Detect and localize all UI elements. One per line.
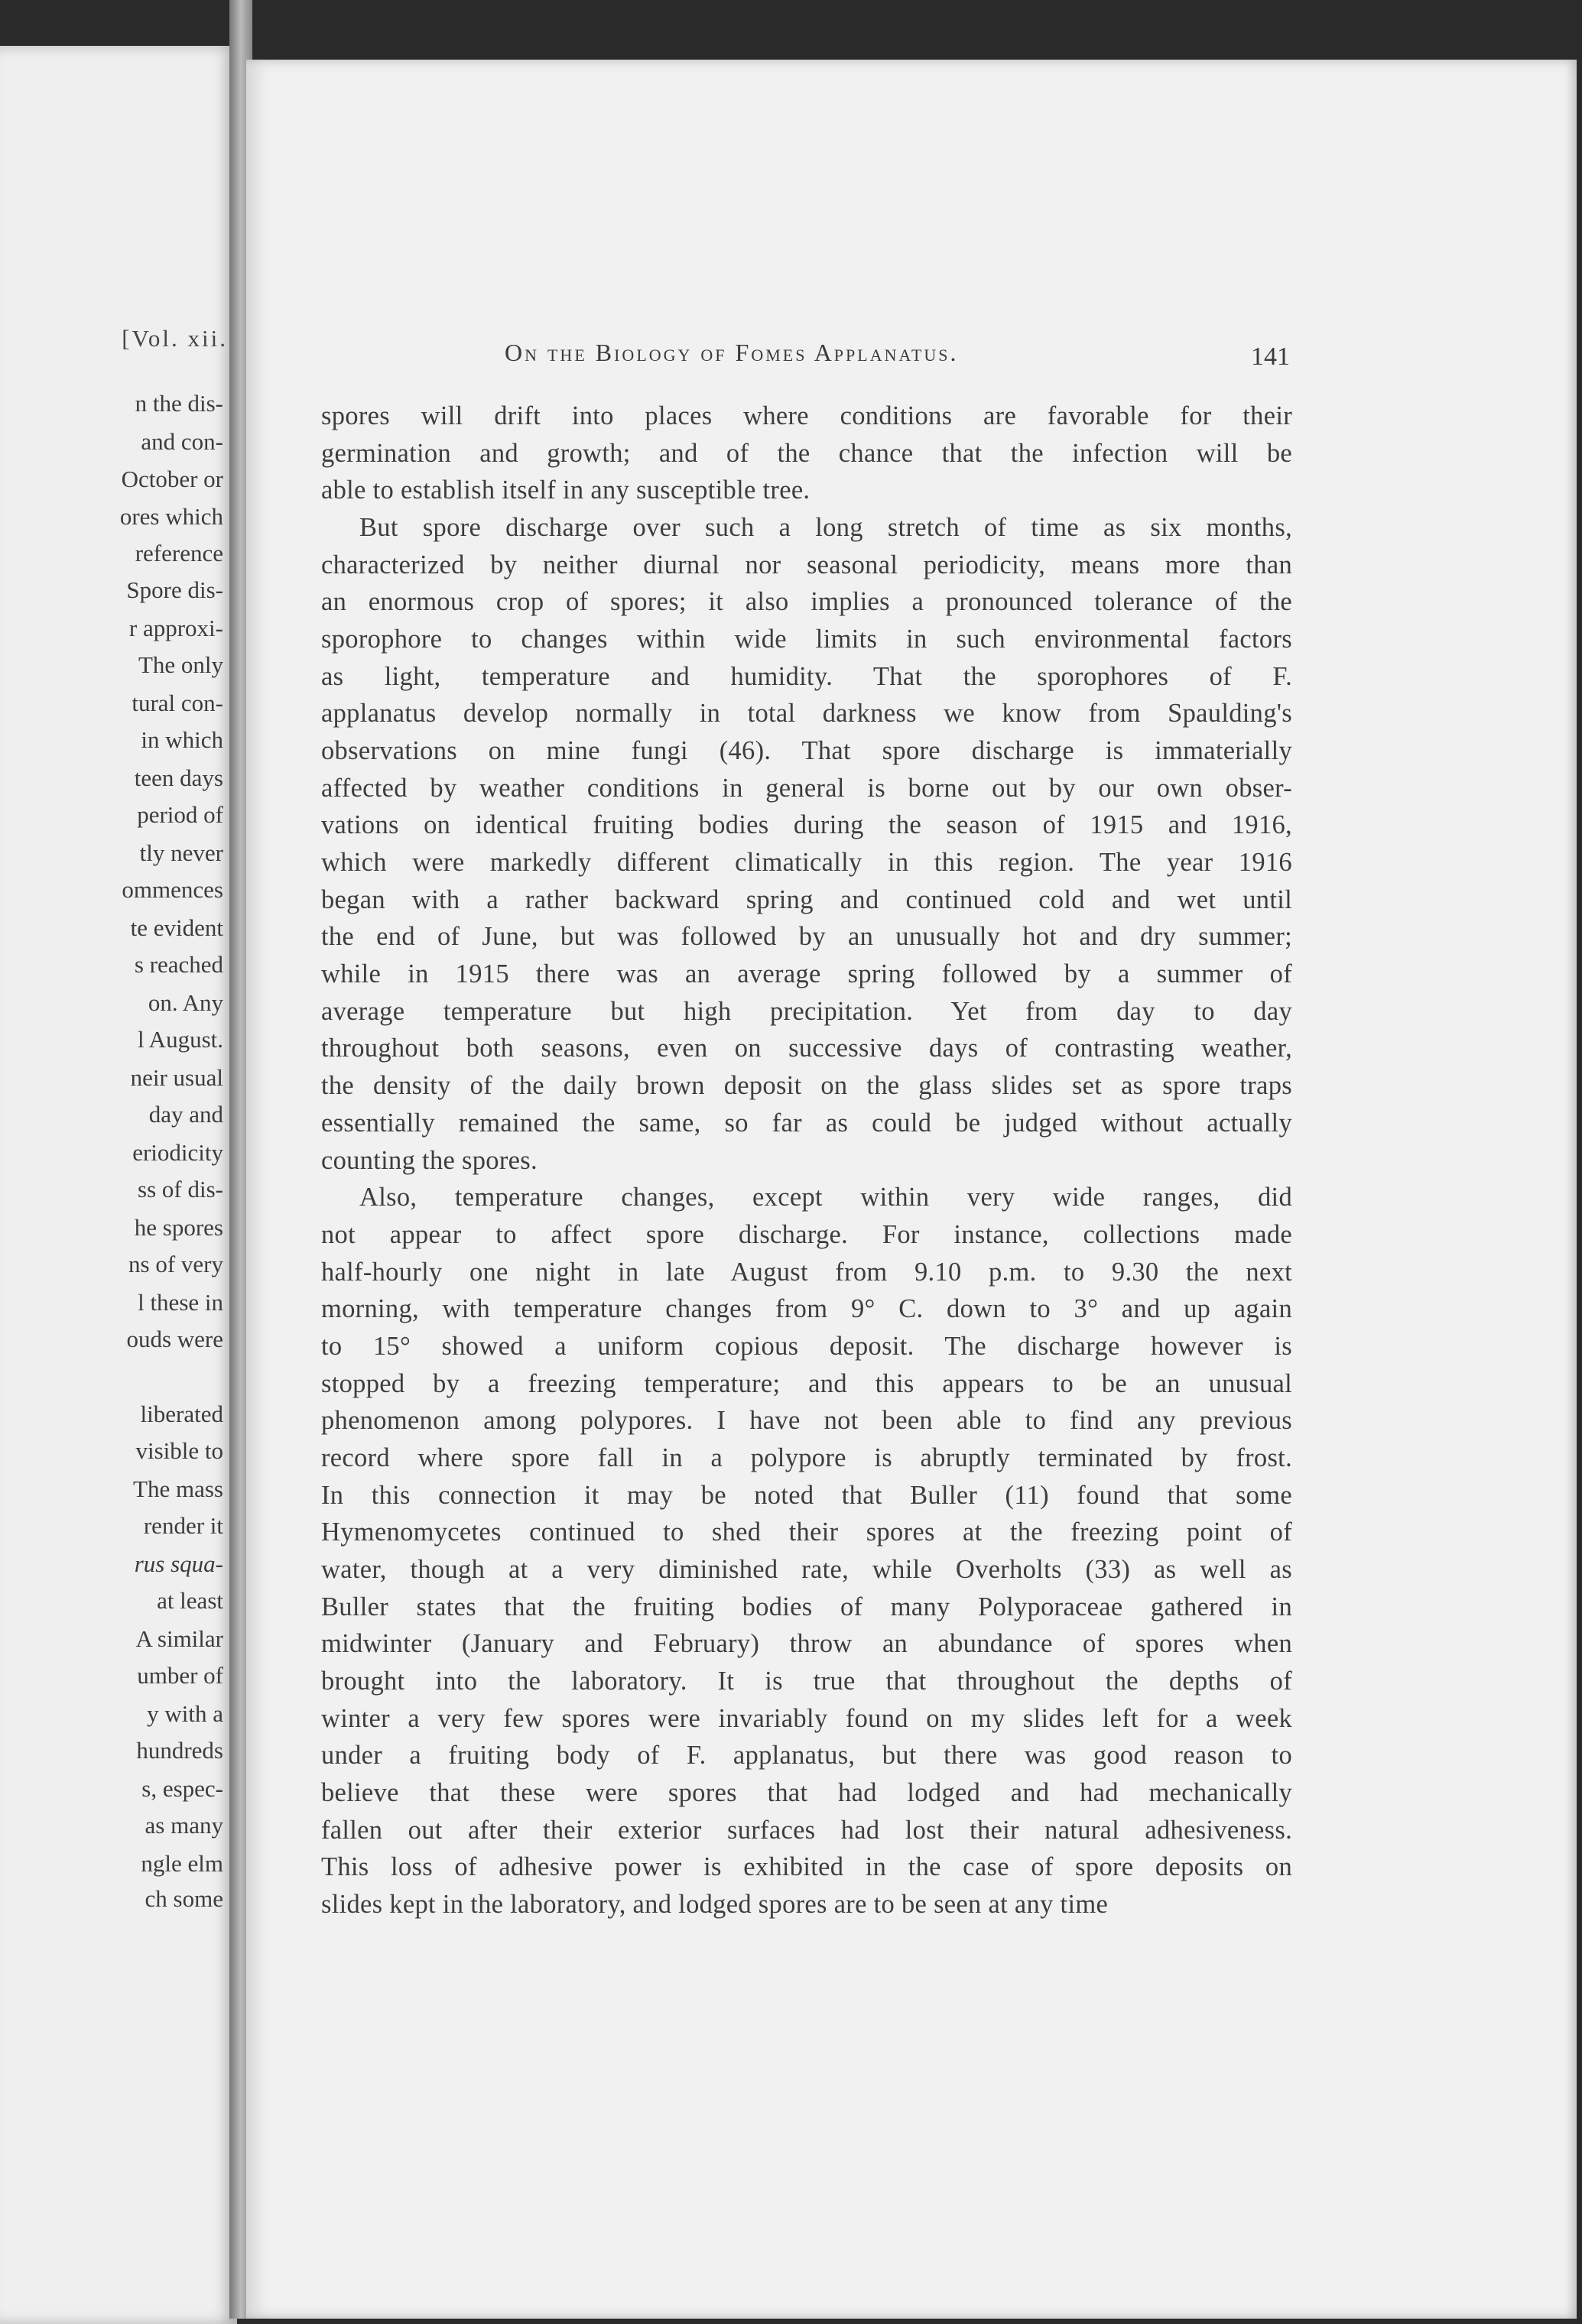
left-text-line: Spore dis- bbox=[126, 576, 223, 603]
left-text-line: ommences bbox=[122, 876, 223, 903]
left-text-line: n the dis- bbox=[135, 390, 223, 417]
left-page-header: [Vol. xii. bbox=[122, 325, 228, 352]
body-text-line: which were markedly different climatically in this region. The year 1916 bbox=[321, 848, 1292, 877]
body-text-line: stopped by a freezing temperature; and this appears to be an unusual bbox=[321, 1369, 1292, 1398]
left-text-line: as many bbox=[145, 1812, 223, 1839]
body-text-line: Hymenomycetes continued to shed their spores at the freezing point of bbox=[321, 1517, 1292, 1547]
body-text-line: as light, temperature and humidity. That the sporophores of F. bbox=[321, 662, 1292, 691]
body-text-line: throughout both seasons, even on successive days of contrasting weather, bbox=[321, 1034, 1292, 1063]
body-text-line: affected by weather conditions in general is borne out by our own obser- bbox=[321, 774, 1292, 803]
left-text-line: hundreds bbox=[136, 1737, 223, 1764]
body-text-line: able to establish itself in any susceptible tree. bbox=[321, 476, 810, 505]
body-text-line: sporophore to changes within wide limits in such environmental factors bbox=[321, 625, 1292, 654]
left-text-line: ores which bbox=[119, 503, 223, 530]
left-page bbox=[0, 46, 237, 2324]
left-text-line: eriodicity bbox=[132, 1139, 223, 1166]
left-text-line: The only bbox=[138, 651, 223, 678]
body-text-line: while in 1915 there was an average spring followed by a summer of bbox=[321, 959, 1292, 988]
body-text-line: counting the spores. bbox=[321, 1146, 538, 1175]
left-text-line: he spores bbox=[134, 1214, 223, 1241]
body-text-line: phenomenon among polypores. I have not been able to find any previous bbox=[321, 1406, 1292, 1435]
left-text-line: l these in bbox=[138, 1289, 223, 1316]
left-text-line: The mass bbox=[133, 1475, 223, 1502]
left-text-line: ss of dis- bbox=[138, 1176, 223, 1203]
left-text-line: ouds were bbox=[126, 1326, 223, 1352]
body-text-line: midwinter (January and February) throw an abundance of spores when bbox=[321, 1629, 1292, 1658]
left-text-line: in which bbox=[141, 726, 223, 753]
body-text-line: the density of the daily brown deposit on the glass slides set as spore traps bbox=[321, 1071, 1292, 1100]
body-text-line: winter a very few spores were invariably found on my slides left for a week bbox=[321, 1704, 1292, 1733]
left-text-line: period of bbox=[137, 801, 223, 828]
body-text-line: But spore discharge over such a long stretch of time as six months, bbox=[359, 513, 1292, 542]
left-text-line: ngle elm bbox=[141, 1850, 223, 1877]
left-text-line: tly never bbox=[139, 839, 223, 866]
page-number: 141 bbox=[1251, 342, 1290, 371]
left-text-line: y with a bbox=[147, 1700, 223, 1727]
body-text-line: observations on mine fungi (46). That spore discharge is immaterially bbox=[321, 736, 1292, 765]
left-text-line: ns of very bbox=[128, 1251, 223, 1277]
body-text-line: characterized by neither diurnal nor seasonal periodicity, means more than bbox=[321, 550, 1292, 579]
left-text-line: reference bbox=[135, 540, 223, 566]
left-text-line: teen days bbox=[134, 764, 223, 791]
body-text-line: This loss of adhesive power is exhibited in the case of spore deposits on bbox=[321, 1852, 1292, 1881]
running-head: On the Biology of Fomes Applanatus. bbox=[505, 339, 959, 366]
body-text-line: average temperature but high precipitation. Yet from day to day bbox=[321, 997, 1292, 1026]
body-text-line: fallen out after their exterior surfaces had lost their natural adhesiveness. bbox=[321, 1816, 1292, 1845]
left-text-line: A similar bbox=[135, 1625, 223, 1652]
body-text-line: applanatus develop normally in total darkness we know from Spaulding's bbox=[321, 699, 1292, 728]
body-text-line: half-hourly one night in late August from 9.10 p.m. to 9.30 the next bbox=[321, 1258, 1292, 1287]
body-text-line: under a fruiting body of F. applanatus, but there was good reason to bbox=[321, 1741, 1292, 1770]
body-text-line: an enormous crop of spores; it also implies a pronounced tolerance of the bbox=[321, 587, 1292, 616]
body-text-line: vations on identical fruiting bodies during the season of 1915 and 1916, bbox=[321, 810, 1292, 839]
body-text-line: Also, temperature changes, except within very wide ranges, did bbox=[359, 1183, 1292, 1212]
body-text-line: the end of June, but was followed by an unusually hot and dry summer; bbox=[321, 922, 1292, 951]
left-text-line: visible to bbox=[135, 1437, 223, 1464]
left-text-line: l August. bbox=[138, 1026, 223, 1053]
body-text-line: In this connection it may be noted that Buller (11) found that some bbox=[321, 1481, 1292, 1510]
left-text-line: ch some bbox=[145, 1885, 223, 1912]
body-text-line: slides kept in the laboratory, and lodged spores are to be seen at any time bbox=[321, 1890, 1109, 1919]
left-text-line: umber of bbox=[137, 1662, 223, 1689]
body-text-line: began with a rather backward spring and continued cold and wet until bbox=[321, 885, 1292, 914]
body-text-line: water, though at a very diminished rate, while Overholts (33) as well as bbox=[321, 1555, 1292, 1584]
body-text-line: morning, with temperature changes from 9° C. down to 3° and up again bbox=[321, 1294, 1292, 1323]
left-text-line: at least bbox=[157, 1587, 223, 1614]
left-text-line: tural con- bbox=[132, 690, 223, 716]
body-text-line: record where spore fall in a polypore is abruptly terminated by frost. bbox=[321, 1443, 1292, 1472]
left-text-line: liberated bbox=[140, 1401, 223, 1427]
body-text-line: brought into the laboratory. It is true that throughout the depths of bbox=[321, 1667, 1292, 1696]
left-text-line: neir usual bbox=[130, 1064, 223, 1091]
left-text-line: and con- bbox=[141, 428, 223, 455]
left-text-line: s, espec- bbox=[141, 1775, 223, 1802]
left-text-line: te evident bbox=[130, 914, 223, 941]
body-text-line: not appear to affect spore discharge. For instance, collections made bbox=[321, 1220, 1292, 1249]
left-text-line: day and bbox=[148, 1101, 223, 1128]
body-text-line: to 15° showed a uniform copious deposit. The discharge however is bbox=[321, 1332, 1292, 1361]
body-text-line: spores will drift into places where conditions are favorable for their bbox=[321, 401, 1292, 430]
left-text-line: s reached bbox=[134, 951, 223, 978]
body-text-line: believe that these were spores that had lodged and had mechanically bbox=[321, 1778, 1292, 1807]
left-text-line: rus squa- bbox=[134, 1550, 223, 1577]
body-text-line: Buller states that the fruiting bodies of many Polyporaceae gathered in bbox=[321, 1592, 1292, 1621]
left-text-line: October or bbox=[121, 466, 223, 492]
left-text-line: r approxi- bbox=[128, 615, 223, 641]
left-text-line: on. Any bbox=[148, 989, 223, 1016]
left-text-line: render it bbox=[143, 1512, 223, 1539]
body-text-line: germination and growth; and of the chance that the infection will be bbox=[321, 439, 1292, 468]
body-text-line: essentially remained the same, so far as could be judged without actually bbox=[321, 1108, 1292, 1138]
